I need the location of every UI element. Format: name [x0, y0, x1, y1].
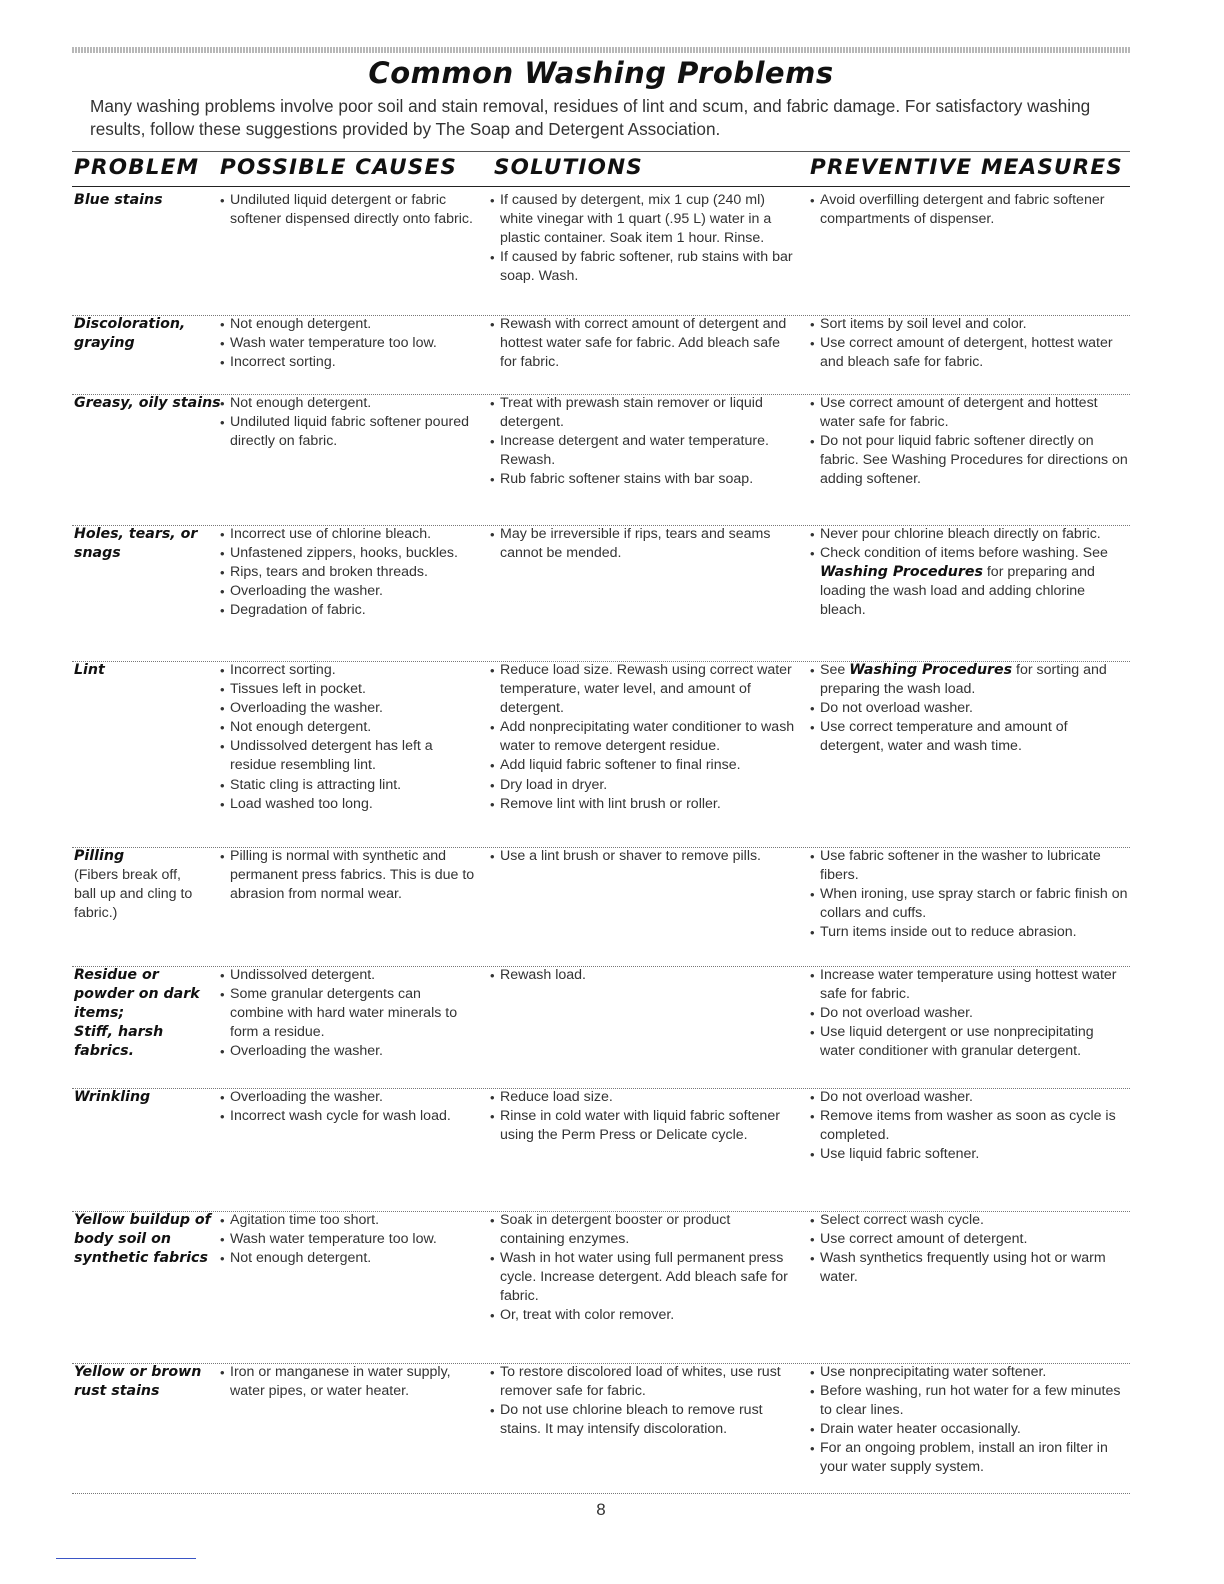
list-item: [490, 394, 795, 432]
item-text: Tissues left in pocket.: [230, 681, 366, 698]
table-row: [72, 661, 1130, 848]
list-item: [220, 776, 475, 795]
bullet-icon: •: [220, 987, 225, 1003]
bullet-icon: •: [810, 1025, 815, 1041]
item-text: Do not overload washer.: [820, 1005, 973, 1022]
bullet-icon: •: [220, 193, 225, 208]
item-text: Never pour chlorine bleach directly on fabric.: [820, 526, 1101, 542]
bullet-icon: •: [220, 584, 225, 600]
bullet-icon: •: [490, 396, 495, 411]
preventive-cell: [810, 191, 1130, 229]
bullet-icon: •: [810, 1090, 815, 1105]
item-text: Pilling is normal with synthetic and permanent press fabrics. This is due to abrasion from normal wear.: [230, 848, 475, 903]
list-item: [490, 432, 795, 470]
bullet-icon: •: [810, 1384, 815, 1400]
causes-cell: [220, 191, 475, 229]
problem-cell: [74, 1211, 222, 1268]
bullet-icon: •: [220, 1109, 225, 1125]
bullet-icon: •: [810, 968, 815, 983]
list-item: [810, 1363, 1130, 1382]
bullet-icon: •: [810, 1232, 815, 1248]
item-text: Remove items from washer as soon as cycle is completed.: [820, 1108, 1116, 1144]
item-text: Increase detergent and water temperature. Rewash.: [500, 433, 769, 469]
item-text: Turn items inside out to reduce abrasion.: [820, 924, 1077, 941]
item-text: Static cling is attracting lint.: [230, 776, 402, 793]
bullet-icon: •: [220, 1090, 225, 1105]
item-text: Remove lint with lint brush or roller.: [500, 795, 721, 812]
list-item: [810, 1004, 1130, 1023]
list-item: [810, 191, 1130, 229]
bullet-icon: •: [220, 720, 225, 736]
bullet-icon: •: [490, 1090, 495, 1105]
list-item: [490, 966, 795, 985]
table-row: [72, 525, 1130, 662]
bullet-icon: •: [810, 527, 815, 542]
list-item: [220, 661, 475, 680]
causes-cell: [220, 394, 475, 451]
list-item: [490, 1363, 795, 1401]
causes-cell: [220, 847, 475, 904]
item-text: Load washed too long.: [230, 795, 373, 812]
top-dotted-rule: [72, 47, 1130, 53]
page-title: Common Washing Problems: [368, 56, 834, 90]
list-item: [220, 544, 475, 563]
bullet-icon: •: [490, 777, 495, 793]
bullet-icon: •: [810, 1006, 815, 1022]
item-text: Incorrect sorting.: [230, 354, 336, 371]
bullet-icon: •: [490, 1365, 495, 1380]
item-text: Use correct amount of detergent, hottest water and bleach safe for fabric.: [820, 335, 1113, 371]
item-text: Or, treat with color remover.: [500, 1307, 675, 1324]
preventive-cell: [810, 966, 1130, 1061]
item-text: If caused by detergent, mix 1 cup (240 ml) white vinegar with 1 quart (.95 L) water in a plastic container. Soak item 1 hour. Rinse.: [500, 192, 772, 247]
solutions-cell: [490, 847, 795, 866]
list-item: [810, 432, 1130, 489]
item-text: Do not overload washer.: [820, 700, 973, 717]
item-text: To restore discolored load of whites, use rust remover safe for fabric.: [500, 1364, 781, 1400]
item-text: Unfastened zippers, hooks, buckles.: [230, 545, 458, 562]
bullet-icon: •: [220, 849, 225, 864]
bullet-icon: •: [490, 1308, 495, 1324]
list-item: [810, 1439, 1130, 1477]
list-item: [810, 923, 1130, 942]
solutions-cell: [490, 1211, 795, 1326]
solutions-cell: [490, 966, 795, 985]
item-text: Overloading the washer.: [230, 700, 383, 717]
bullet-icon: •: [220, 527, 225, 542]
causes-cell: [220, 525, 475, 620]
bullet-icon: •: [220, 336, 225, 352]
solutions-cell: [490, 525, 795, 563]
list-item: [490, 315, 795, 372]
problem-name: Holes, tears, or snags: [74, 526, 198, 562]
list-item: [220, 795, 475, 814]
item-text: Overloading the washer.: [230, 1043, 383, 1060]
item-text: Wash water temperature too low.: [230, 1231, 437, 1248]
list-item: [810, 885, 1130, 923]
bullet-icon: •: [490, 250, 495, 266]
item-text: When ironing, use spray starch or fabric finish on collars and cuffs.: [820, 886, 1128, 922]
item-text: Not enough detergent.: [230, 395, 372, 411]
table-row: [72, 1363, 1130, 1494]
list-item: [220, 1088, 475, 1107]
list-item: [490, 776, 795, 795]
problem-cell: [74, 1088, 222, 1107]
bullet-icon: •: [490, 720, 495, 736]
causes-cell: [220, 315, 475, 372]
list-item: [490, 470, 795, 489]
table-row: [72, 315, 1130, 395]
list-item: [220, 737, 475, 775]
item-text: Wash water temperature too low.: [230, 335, 437, 352]
bullet-icon: •: [220, 1251, 225, 1267]
solutions-cell: [490, 191, 795, 286]
bullet-icon: •: [810, 1441, 815, 1457]
bullet-icon: •: [490, 849, 495, 864]
causes-cell: [220, 1363, 475, 1401]
preventive-cell: [810, 394, 1130, 489]
list-item: [810, 525, 1130, 544]
problem-name: Residue or powder on dark items; Stiff, harsh fabrics.: [74, 967, 200, 1060]
table-header: [72, 151, 1130, 187]
item-text: Use correct amount of detergent and hottest water safe for fabric.: [820, 395, 1098, 431]
list-item: [220, 394, 475, 413]
item-text: Overloading the washer.: [230, 1089, 383, 1105]
solutions-cell: [490, 1088, 795, 1145]
item-text: Rewash load.: [500, 967, 586, 983]
item-text: Not enough detergent.: [230, 316, 372, 332]
list-item: [810, 1088, 1130, 1107]
bullet-icon: •: [810, 663, 815, 678]
solutions-cell: [490, 661, 795, 814]
preventive-cell: [810, 525, 1130, 620]
problem-cell: [74, 661, 222, 680]
item-text: See Washing Procedures for sorting and preparing the wash load.: [820, 662, 1107, 698]
bullet-icon: •: [810, 925, 815, 941]
bullet-icon: •: [810, 1422, 815, 1438]
bullet-icon: •: [220, 796, 225, 812]
page-number: 8: [596, 1500, 606, 1519]
list-item: [220, 334, 475, 353]
list-item: [490, 756, 795, 775]
bullet-icon: •: [810, 1147, 815, 1163]
item-text: Add liquid fabric softener to final rinse.: [500, 757, 741, 774]
list-item: [490, 795, 795, 814]
table-row: [72, 191, 1130, 316]
footer-rule: [56, 1558, 196, 1559]
list-item: [220, 1363, 475, 1401]
item-text: Dry load in dryer.: [500, 776, 608, 793]
table-row: [72, 1211, 1130, 1364]
table-row: [72, 966, 1130, 1089]
item-text: Use correct amount of detergent.: [820, 1231, 1028, 1248]
bullet-icon: •: [220, 565, 225, 581]
list-item: [810, 1107, 1130, 1145]
bullet-icon: •: [220, 739, 225, 755]
bullet-icon: •: [490, 796, 495, 812]
list-item: [220, 1042, 475, 1061]
solutions-cell: [490, 394, 795, 489]
bullet-icon: •: [220, 603, 225, 619]
bullet-icon: •: [220, 682, 225, 698]
item-text: Before washing, run hot water for a few minutes to clear lines.: [820, 1383, 1121, 1419]
bullet-icon: •: [220, 1044, 225, 1060]
item-text: Overloading the washer.: [230, 583, 383, 600]
item-text: For an ongoing problem, install an iron filter in your water supply system.: [820, 1440, 1108, 1476]
causes-cell: [220, 661, 475, 814]
item-text: Some granular detergents can combine with hard water minerals to form a residue.: [230, 986, 458, 1041]
bullet-icon: •: [490, 1251, 495, 1267]
item-text: Degradation of fabric.: [230, 602, 366, 619]
bullet-icon: •: [220, 777, 225, 793]
solutions-cell: [490, 1363, 795, 1439]
header-possible-causes: POSSIBLE CAUSES: [220, 155, 458, 180]
bullet-icon: •: [490, 317, 495, 332]
item-text: Do not use chlorine bleach to remove rust stains. It may intensify discoloration.: [500, 1402, 763, 1438]
list-item: [220, 1249, 475, 1268]
bullet-icon: •: [220, 415, 225, 431]
item-text: Increase water temperature using hottest water safe for fabric.: [820, 967, 1117, 1003]
bullet-icon: •: [220, 701, 225, 717]
bullet-icon: •: [490, 968, 495, 983]
bullet-icon: •: [490, 472, 495, 488]
problem-name: Greasy, oily stains: [74, 395, 221, 411]
item-text: Not enough detergent.: [230, 1250, 372, 1267]
list-item: [220, 718, 475, 737]
item-text: Reduce load size. Rewash using correct water temperature, water level, and amount of detergent.: [500, 662, 792, 717]
list-item: [220, 353, 475, 372]
header-solutions: SOLUTIONS: [494, 155, 643, 180]
list-item: [490, 718, 795, 756]
list-item: [810, 966, 1130, 1004]
bullet-icon: •: [490, 434, 495, 450]
preventive-cell: [810, 661, 1130, 756]
problem-name: Wrinkling: [74, 1089, 151, 1105]
bullet-icon: •: [220, 968, 225, 983]
item-text: Incorrect wash cycle for wash load.: [230, 1108, 451, 1125]
intro-paragraph: Many washing problems involve poor soil and stain removal, residues of lint and scum, and fabric damage. For satisfactory washing results, follow these suggestions provided by The Soap and Detergent Association.: [90, 96, 1091, 139]
item-text: Rub fabric softener stains with bar soap.: [500, 471, 754, 488]
list-item: [490, 1107, 795, 1145]
problem-cell: [74, 315, 222, 353]
item-text: Drain water heater occasionally.: [820, 1421, 1021, 1438]
item-text: Rinse in cold water with liquid fabric softener using the Perm Press or Delicate cycle.: [500, 1108, 780, 1144]
list-item: [220, 847, 475, 904]
item-text: If caused by fabric softener, rub stains with bar soap. Wash.: [500, 249, 793, 285]
problem-name: Yellow or brown rust stains: [74, 1364, 202, 1400]
item-text: Use fabric softener in the washer to lubricate fibers.: [820, 848, 1101, 884]
list-item: [220, 191, 475, 229]
item-text: Rewash with correct amount of detergent and hottest water safe for fabric. Add bleach safe for fabric.: [500, 316, 787, 371]
list-item: [220, 413, 475, 451]
item-text: Do not overload washer.: [820, 1089, 973, 1105]
list-item: [220, 985, 475, 1042]
item-text: Wash in hot water using full permanent press cycle. Increase detergent. Add bleach safe for fabric.: [500, 1250, 788, 1305]
bullet-icon: •: [810, 546, 815, 562]
bullet-icon: •: [810, 1109, 815, 1125]
problem-note: (Fibers break off, ball up and cling to fabric.): [74, 867, 193, 922]
table-row: [72, 847, 1130, 967]
item-text: Use nonprecipitating water softener.: [820, 1364, 1047, 1380]
causes-cell: [220, 966, 475, 1061]
item-text: Select correct wash cycle.: [820, 1212, 985, 1228]
list-item: [810, 1420, 1130, 1439]
list-item: [810, 718, 1130, 756]
item-text: Use liquid detergent or use nonprecipitating water conditioner with granular detergent.: [820, 1024, 1094, 1060]
item-text: Undiluted liquid fabric softener poured directly on fabric.: [230, 414, 469, 450]
list-item: [220, 699, 475, 718]
header-problem: PROBLEM: [74, 155, 200, 180]
item-text: Undissolved detergent.: [230, 967, 376, 983]
problem-name: Yellow buildup of body soil on synthetic fabrics: [74, 1212, 211, 1267]
list-item: [220, 1211, 475, 1230]
bullet-icon: •: [220, 1213, 225, 1228]
list-item: [220, 601, 475, 620]
bullet-icon: •: [220, 396, 225, 411]
item-text: Reduce load size.: [500, 1089, 613, 1105]
list-item: [810, 847, 1130, 885]
item-text: Avoid overfilling detergent and fabric softener compartments of dispenser.: [820, 192, 1105, 228]
bullet-icon: •: [490, 193, 495, 208]
problem-cell: [74, 966, 222, 1061]
list-item: [810, 661, 1130, 699]
preventive-cell: [810, 847, 1130, 942]
list-item: [810, 1023, 1130, 1061]
item-text: Do not pour liquid fabric softener directly on fabric. See Washing Procedures for directions on adding softener.: [820, 433, 1128, 488]
bullet-icon: •: [810, 336, 815, 352]
list-item: [220, 563, 475, 582]
list-item: [490, 1249, 795, 1306]
bullet-icon: •: [490, 1213, 495, 1228]
list-item: [490, 1401, 795, 1439]
emphasis-text: Washing Procedures: [820, 564, 983, 581]
problem-name: Discoloration, graying: [74, 316, 186, 352]
header-preventive-measures: PREVENTIVE MEASURES: [810, 155, 1123, 180]
list-item: [810, 334, 1130, 372]
preventive-cell: [810, 1211, 1130, 1287]
list-item: [490, 661, 795, 718]
bullet-icon: •: [810, 701, 815, 717]
list-item: [810, 394, 1130, 432]
list-item: [490, 248, 795, 286]
problem-name: Pilling: [74, 848, 125, 864]
bullet-icon: •: [220, 546, 225, 562]
list-item: [490, 847, 795, 866]
list-item: [810, 1382, 1130, 1420]
bullet-icon: •: [810, 720, 815, 736]
bullet-icon: •: [810, 1251, 815, 1267]
list-item: [810, 699, 1130, 718]
list-item: [490, 525, 795, 563]
list-item: [220, 582, 475, 601]
list-item: [490, 1306, 795, 1325]
item-text: Treat with prewash stain remover or liquid detergent.: [500, 395, 763, 431]
list-item: [490, 1211, 795, 1249]
item-text: Incorrect sorting.: [230, 662, 336, 678]
item-text: Rips, tears and broken threads.: [230, 564, 428, 581]
problem-cell: [74, 1363, 222, 1401]
preventive-cell: [810, 1088, 1130, 1164]
item-text: May be irreversible if rips, tears and seams cannot be mended.: [500, 526, 771, 562]
item-text: Use a lint brush or shaver to remove pills.: [500, 848, 762, 864]
problem-cell: [74, 525, 222, 563]
list-item: [220, 525, 475, 544]
bullet-icon: •: [220, 663, 225, 678]
bullet-icon: •: [810, 434, 815, 450]
bullet-icon: •: [220, 1232, 225, 1248]
problem-name: Blue stains: [74, 192, 163, 208]
list-item: [220, 315, 475, 334]
item-text: Soak in detergent booster or product containing enzymes.: [500, 1212, 731, 1248]
list-item: [810, 1211, 1130, 1230]
list-item: [810, 1230, 1130, 1249]
item-text: Add nonprecipitating water conditioner to wash water to remove detergent residue.: [500, 719, 795, 755]
problem-name: Lint: [74, 662, 105, 678]
list-item: [220, 680, 475, 699]
item-text: Undissolved detergent has left a residue resembling lint.: [230, 738, 433, 774]
list-item: [810, 1145, 1130, 1164]
bullet-icon: •: [490, 758, 495, 774]
item-text: Iron or manganese in water supply, water pipes, or water heater.: [230, 1364, 451, 1400]
causes-cell: [220, 1211, 475, 1268]
bullet-icon: •: [810, 317, 815, 332]
bullet-icon: •: [490, 1109, 495, 1125]
item-text: Not enough detergent.: [230, 719, 372, 736]
solutions-cell: [490, 315, 795, 372]
bullet-icon: •: [490, 663, 495, 678]
item-text: Undiluted liquid detergent or fabric softener dispensed directly onto fabric.: [230, 192, 473, 228]
bullet-icon: •: [810, 193, 815, 208]
list-item: [810, 315, 1130, 334]
list-item: [810, 544, 1130, 620]
bullet-icon: •: [810, 887, 815, 903]
problem-cell: [74, 847, 222, 923]
preventive-cell: [810, 315, 1130, 372]
list-item: [220, 1230, 475, 1249]
item-text: Agitation time too short.: [230, 1212, 380, 1228]
item-text: Sort items by soil level and color.: [820, 316, 1027, 332]
problem-cell: [74, 191, 222, 210]
bullet-icon: •: [810, 1213, 815, 1228]
problem-cell: [74, 394, 222, 413]
causes-cell: [220, 1088, 475, 1126]
bullet-icon: •: [220, 1365, 225, 1380]
list-item: [490, 191, 795, 248]
list-item: [810, 1249, 1130, 1287]
bullet-icon: •: [810, 1365, 815, 1380]
bullet-icon: •: [220, 317, 225, 332]
table-row: [72, 1088, 1130, 1212]
list-item: [220, 1107, 475, 1126]
preventive-cell: [810, 1363, 1130, 1478]
item-text: Use correct temperature and amount of detergent, water and wash time.: [820, 719, 1068, 755]
item-text: Use liquid fabric softener.: [820, 1146, 980, 1163]
emphasis-text: Washing Procedures: [849, 662, 1013, 678]
bullet-icon: •: [220, 355, 225, 371]
item-text: Incorrect use of chlorine bleach.: [230, 526, 432, 542]
bullet-icon: •: [490, 527, 495, 542]
item-text: Wash synthetics frequently using hot or warm water.: [820, 1250, 1106, 1286]
table-row: [72, 394, 1130, 526]
list-item: [220, 966, 475, 985]
bullet-icon: •: [490, 1403, 495, 1419]
item-text: Check condition of items before washing. See Washing Procedures for preparing and loading the wash load and adding chlorine bleach.: [820, 545, 1108, 619]
bullet-icon: •: [810, 396, 815, 411]
list-item: [490, 1088, 795, 1107]
bullet-icon: •: [810, 849, 815, 864]
